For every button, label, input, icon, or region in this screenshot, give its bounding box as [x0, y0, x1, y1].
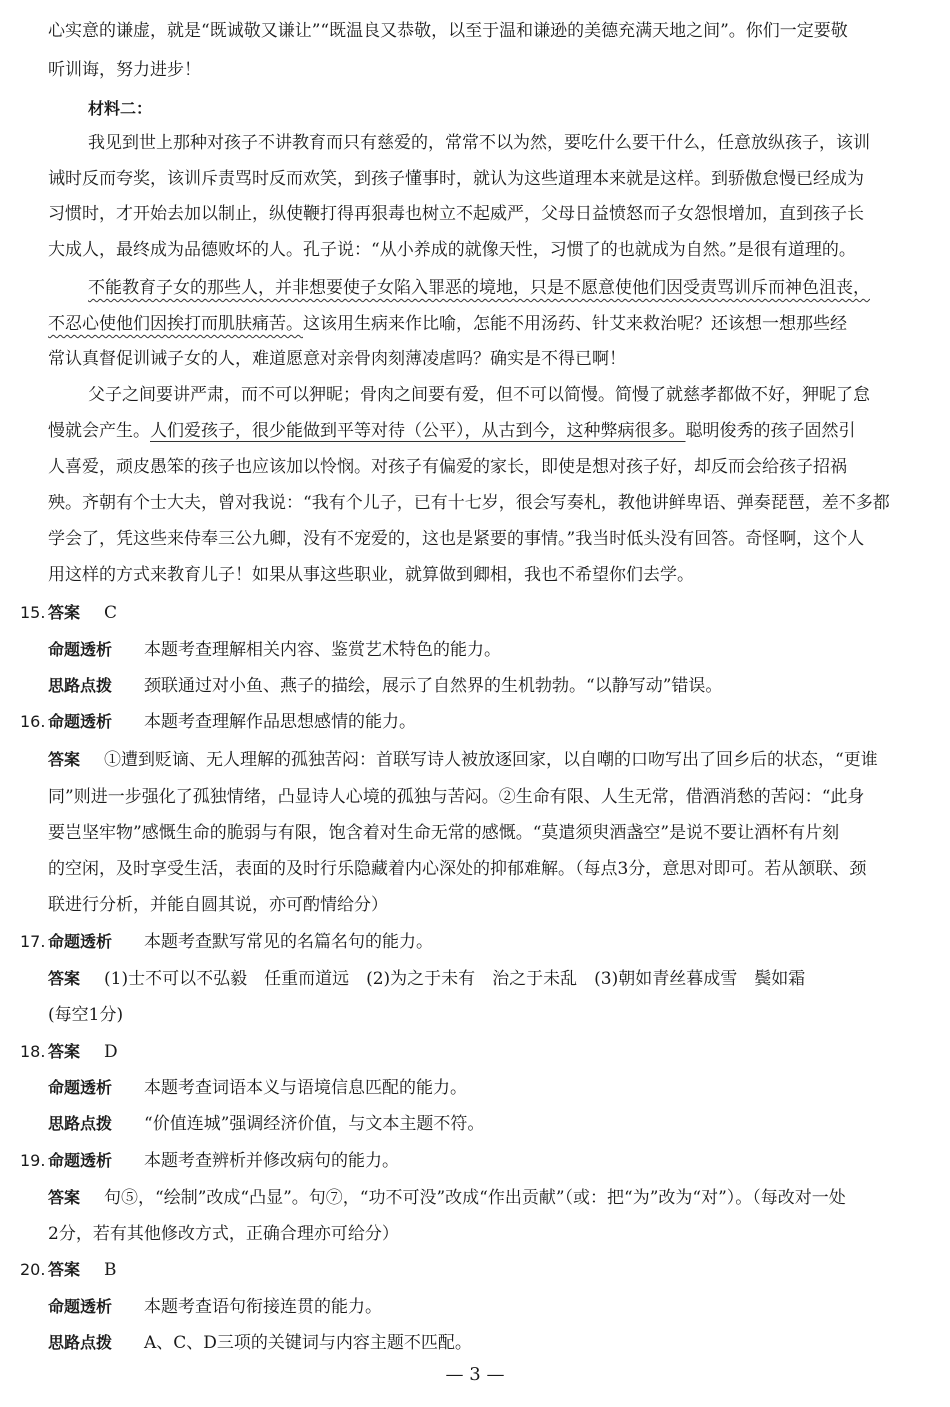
material2-p3-line: 用这样的方式来教育儿子！如果从事这些职业，就算做到卿相，我也不希望你们去学。	[48, 565, 694, 585]
analysis-label: 命题透析	[48, 1297, 113, 1316]
analysis-label: 命题透析	[48, 1151, 113, 1170]
question-number: 15.	[20, 603, 46, 622]
material2-p2-line: 常认真督促训诫子女的人，难道愿意对亲骨肉刻薄凌虐吗？确实是不得已啊！	[48, 349, 626, 369]
answer-value: (每空1分)	[48, 1005, 124, 1025]
analysis-label: 命题透析	[48, 1078, 113, 1097]
answer-value: 句⑤，“绘制”改成“凸显”。句⑦，“功不可没”改成“作出贡献”（或：把“为”改为“对”）。（每改对一处	[104, 1188, 846, 1208]
material2-p1-line: 我见到世上那种对孩子不讲教育而只有慈爱的，常常不以为然，要吃什么要干什么，任意放纵孩子，该训	[88, 133, 870, 153]
material2-p3-text: 聪明俊秀的孩子固然引	[685, 421, 856, 441]
analysis-label: 命题透析	[48, 640, 113, 659]
question-number: 18.	[20, 1042, 46, 1061]
question-number: 17.	[20, 932, 46, 951]
answer-label: 答案	[48, 750, 81, 769]
answer-label: 答案	[48, 1188, 81, 1207]
answer-label: 答案	[48, 1260, 81, 1279]
hint-label: 思路点拨	[48, 1114, 113, 1133]
wavy-underlined-sentence: 不能教育子女的那些人，并非想要使子女陷入罪恶的境地，只是不愿意使他们因受责骂训斥而神色沮丧，	[88, 278, 870, 298]
underlined-sentence: 人们爱孩子，很少能做到平等对待（公平），从古到今，这种弊病很多。	[150, 421, 686, 441]
question-number: 20.	[20, 1260, 46, 1279]
hint-text: “价值连城”强调经济价值，与文本主题不符。	[144, 1114, 485, 1134]
answer-line: 同”则进一步强化了孤独情绪，凸显诗人心境的孤独与苦闷。②生命有限、人生无常，借酒消愁的苦闷：“此身	[48, 787, 865, 807]
answer-value: C	[104, 603, 118, 623]
answer-label: 答案	[48, 969, 81, 988]
page-number: — 3 —	[445, 1364, 505, 1385]
answer-line: 要岂坚牢物”感慨生命的脆弱与有限，饱含着对生命无常的感慨。“莫遣须臾酒盏空”是说不要让酒杯有片刻	[48, 823, 840, 843]
analysis-text: 本题考查默写常见的名篇名句的能力。	[144, 932, 433, 952]
question-number: 19.	[20, 1151, 46, 1170]
analysis-label: 命题透析	[48, 932, 113, 951]
material2-heading: 材料二：	[88, 99, 153, 118]
hint-text: A、C、D三项的关键词与内容主题不匹配。	[144, 1333, 472, 1353]
top-line-2: 听训诲，努力进步！	[48, 60, 201, 80]
analysis-label: 命题透析	[48, 712, 113, 731]
wavy-underlined-sentence: 不忍心使他们因挨打而肌肤痛苦。	[48, 314, 303, 334]
material2-p3-text: 慢就会产生。	[48, 421, 150, 441]
material2-p3-line: 父子之间要讲严肃，而不可以狎昵；骨肉之间要有爱，但不可以简慢。简慢了就慈孝都做不好，狎昵了怠	[88, 385, 870, 405]
material2-p1-line: 诫时反而夸奖，该训斥责骂时反而欢笑，到孩子懂事时，就认为这些道理本来就是这样。到骄傲怠慢已经成为	[48, 169, 864, 189]
material2-p2-text: 这该用生病来作比喻，怎能不用汤药、针艾来救治呢？还该想一想那些经	[303, 314, 847, 334]
material2-p1-line: 习惯时，才开始去加以制止，纵使鞭打得再狠毒也树立不起威严，父母日益愤怒而子女怨恨增加，直到孩子长	[48, 204, 864, 224]
hint-label: 思路点拨	[48, 1333, 113, 1352]
analysis-text: 本题考查理解作品思想感情的能力。	[144, 712, 416, 732]
answer-line: 的空闲，及时享受生活，表面的及时行乐隐藏着内心深处的抑郁难解。（每点3分，意思对即可。若从颔联、颈	[48, 859, 867, 879]
hint-text: 颈联通过对小鱼、燕子的描绘，展示了自然界的生机勃勃。“以静写动”错误。	[144, 676, 723, 696]
answer-value: (1)士不可以不弘毅 任重而道远 (2)为之于未有 治之于未乱 (3)朝如青丝暮成雪 鬓如霜	[104, 969, 806, 989]
answer-label: 答案	[48, 603, 81, 622]
hint-label: 思路点拨	[48, 676, 113, 695]
analysis-text: 本题考查理解相关内容、鉴赏艺术特色的能力。	[144, 640, 501, 660]
material2-p3-line: 学会了，凭这些来侍奉三公九卿，没有不宠爱的，这也是紧要的事情。”我当时低头没有回答。奇怪啊，这个人	[48, 529, 865, 549]
material2-p3-line	[48, 418, 856, 444]
analysis-text: 本题考查辨析并修改病句的能力。	[144, 1151, 399, 1171]
answer-line: ①遭到贬谪、无人理解的孤独苦闷：首联写诗人被放逐回家，以自嘲的口吻写出了回乡后的状态，“更谁	[104, 750, 878, 770]
material2-p2-line	[48, 311, 847, 337]
analysis-text: 本题考查语句衔接连贯的能力。	[144, 1297, 382, 1317]
answer-value: B	[104, 1260, 117, 1280]
answer-line: 联进行分析，并能自圆其说，亦可酌情给分）	[48, 895, 388, 915]
material2-p3-line: 殃。齐朝有个士大夫，曾对我说：“我有个儿子，已有十七岁，很会写奏札，教他讲鲜卑语、弹奏琵琶，差不多都	[48, 493, 890, 513]
answer-label: 答案	[48, 1042, 81, 1061]
answer-value: 2分，若有其他修改方式，正确合理亦可给分）	[48, 1224, 399, 1244]
top-line-1: 心实意的谦虚，就是“既诚敬又谦让”“既温良又恭敬，以至于温和谦逊的美德充满天地之间”。你们一定要敬	[48, 21, 848, 41]
material2-p1-line: 大成人，最终成为品德败坏的人。孔子说：“从小养成的就像天性，习惯了的也就成为自然。”是很有道理的。	[48, 240, 856, 260]
answer-value: D	[104, 1042, 118, 1062]
analysis-text: 本题考查词语本义与语境信息匹配的能力。	[144, 1078, 467, 1098]
material2-p3-line: 人喜爱，顽皮愚笨的孩子也应该加以怜悯。对孩子有偏爱的家长，即使是想对孩子好，却反而会给孩子招祸	[48, 457, 847, 477]
question-number: 16.	[20, 712, 46, 731]
